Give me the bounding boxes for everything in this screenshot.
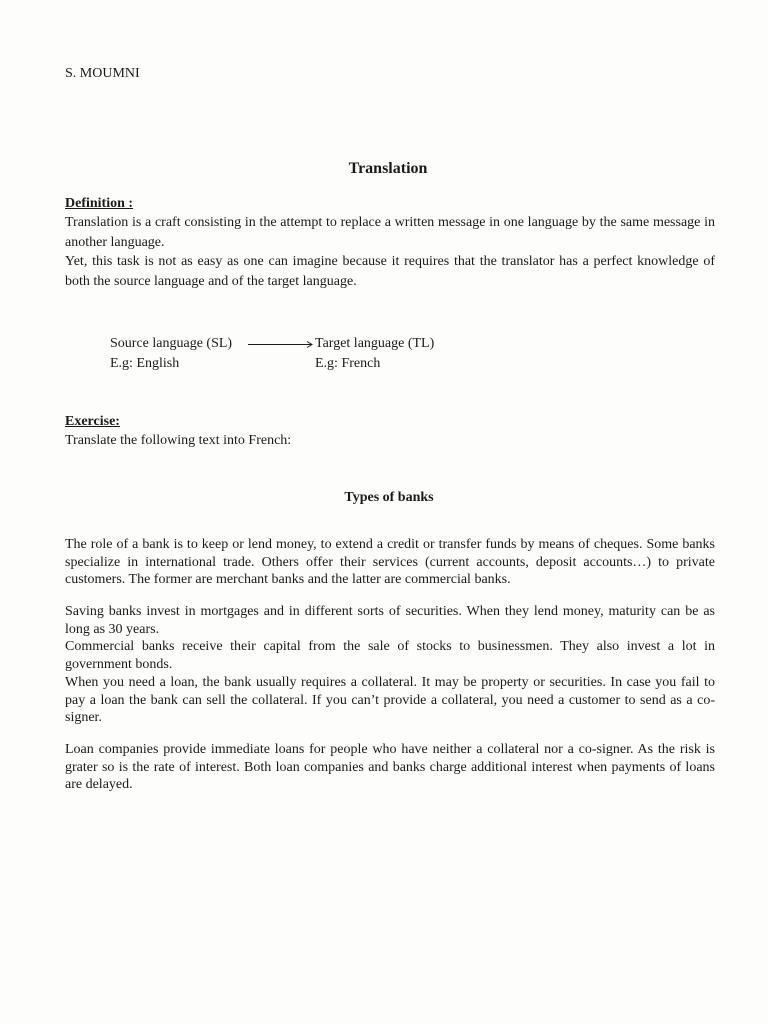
definition-heading: Definition : xyxy=(65,196,134,211)
source-language-label: Source language (SL) xyxy=(110,336,233,351)
text-paragraph-1 xyxy=(65,536,715,589)
text-title: Types of banks xyxy=(344,490,434,505)
definition-paragraph: Translation is a craft consisting in the attempt to replace a written message in one language by the same message in another language. xyxy=(65,215,715,250)
definition-text xyxy=(65,213,715,291)
paragraph-text: Saving banks invest in mortgages and in different sorts of securities. When they lend money, maturity can be as long as 30 years. xyxy=(65,604,715,637)
text-paragraph-2 xyxy=(65,603,715,727)
paragraph-text: Commercial banks receive their capital from the sale of stocks to businessmen. They also invest a lot in government bonds. xyxy=(65,639,715,673)
translation-diagram xyxy=(110,334,530,374)
paragraph-text: When you need a loan, the bank usually requires a collateral. It may be property or securities. In case you fail to pay a loan the bank can sell the collateral. If you can’t provide a collateral, you need a customer to send as a co-signer. xyxy=(65,674,715,726)
document-title: Translation xyxy=(348,160,428,177)
exercise-heading: Exercise: xyxy=(65,414,120,429)
target-language-example: E.g: French xyxy=(315,356,381,371)
target-language-label: Target language (TL) xyxy=(315,336,435,351)
definition-paragraph: Yet, this task is not as easy as one can imagine because it requires that the translator has a perfect knowledge of both the source language and of the target language. xyxy=(65,254,715,289)
author-name: S. MOUMNI xyxy=(65,66,140,81)
exercise-instruction: Translate the following text into French: xyxy=(65,433,292,448)
arrow-right-icon xyxy=(247,334,315,354)
text-paragraph-3 xyxy=(65,741,715,794)
paragraph-text: Loan companies provide immediate loans for people who have neither a collateral nor a co-signer. As the risk is grater so is the rate of interest. Both loan companies and banks charge additional interest when payments of loans are delayed. xyxy=(65,742,715,793)
source-language-example: E.g: English xyxy=(110,356,180,371)
paragraph-text: The role of a bank is to keep or lend money, to extend a credit or transfer funds by means of cheques. Some banks specialize in international trade. Others offer their services (current accounts, deposit accounts…) to private customers. The former are merchant banks and the latter are commercial banks. xyxy=(65,537,715,588)
